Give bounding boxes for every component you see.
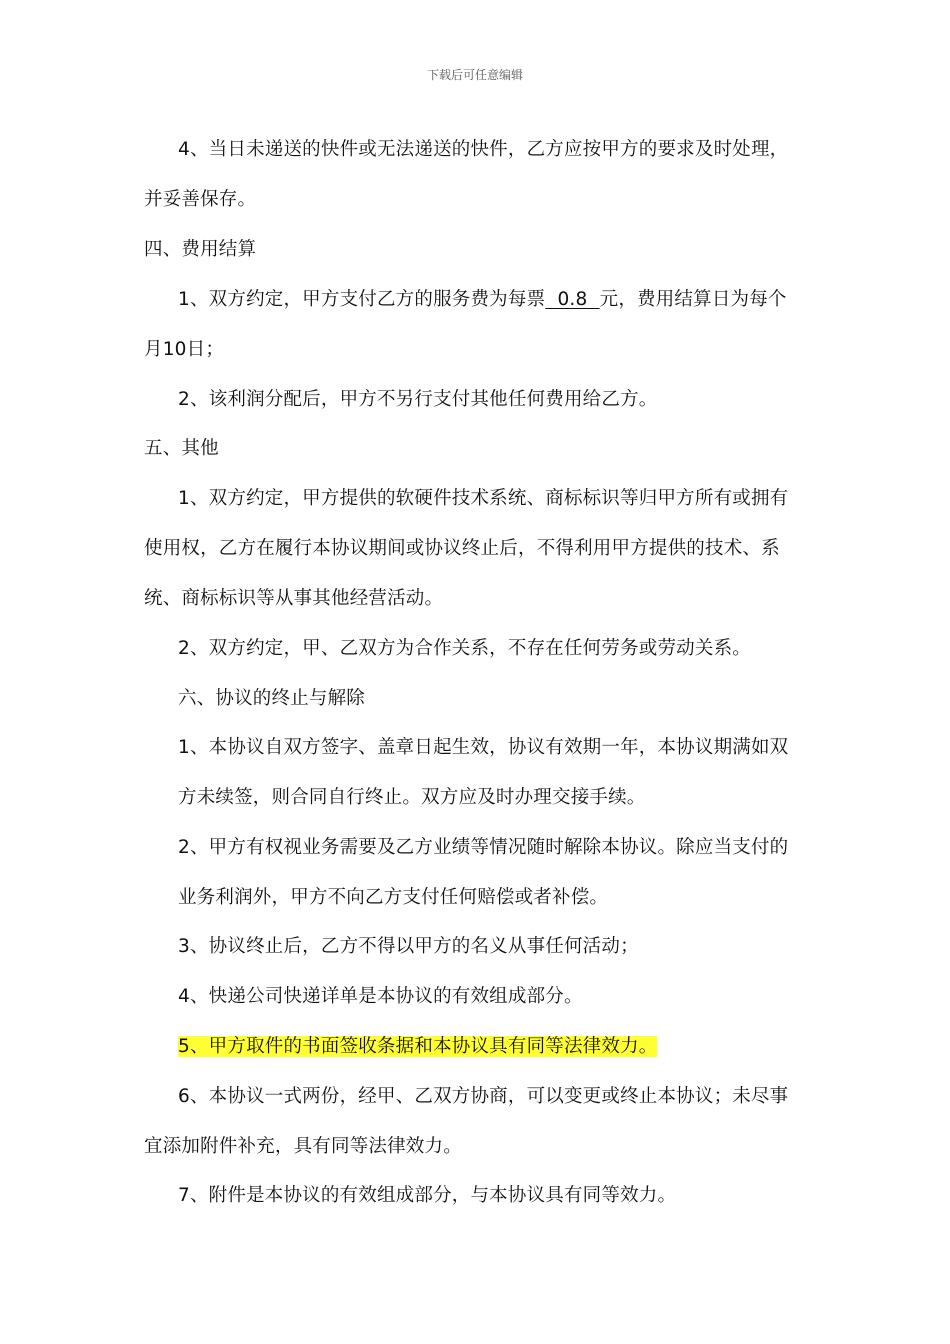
page-header: 下载后可任意编辑 — [426, 68, 523, 82]
fee-text-prefix: 1、双方约定，甲方支付乙方的服务费为每票 — [178, 289, 546, 310]
paragraph-line: 2、甲方有权视业务需要及乙方业绩等情况随时解除本协议。除应当支付的 — [178, 837, 789, 858]
paragraph-line: 4、快递公司快递详单是本协议的有效组成部分。 — [178, 986, 583, 1007]
section-heading: 四、费用结算 — [144, 239, 257, 260]
paragraph-line: 1、双方约定，甲方提供的软硬件技术系统、商标标识等归甲方所有或拥有 — [178, 488, 789, 509]
paragraph-line: 宜添加附件补充，具有同等法律效力。 — [144, 1136, 462, 1157]
paragraph-line: 4、当日未递送的快件或无法递送的快件，乙方应按甲方的要求及时处理， — [178, 139, 789, 160]
paragraph-line: 并妥善保存。 — [144, 189, 257, 210]
paragraph-line: 业务利润外，甲方不向乙方支付任何赔偿或者补偿。 — [178, 887, 609, 908]
paragraph-line: 2、双方约定，甲、乙双方为合作关系，不存在任何劳务或劳动关系。 — [178, 638, 751, 659]
paragraph-line: 方未续签，则合同自行终止。双方应及时办理交接手续。 — [178, 787, 646, 808]
section-heading: 六、协议的终止与解除 — [178, 688, 366, 709]
fee-amount: 0.8 — [545, 289, 600, 310]
paragraph-line: 3、协议终止后，乙方不得以甲方的名义从事任何活动； — [178, 936, 639, 957]
paragraph-line: 1、本协议自双方签字、盖章日起生效，协议有效期一年，本协议期满如双 — [178, 737, 789, 758]
paragraph-line: 6、本协议一式两份，经甲、乙双方协商，可以变更或终止本协议；未尽事 — [178, 1086, 789, 1107]
paragraph-line — [178, 287, 787, 313]
fee-text-suffix: 元，费用结算日为每个 — [599, 289, 787, 310]
highlighted-line — [178, 1034, 657, 1060]
paragraph-line: 7、附件是本协议的有效组成部分，与本协议具有同等效力。 — [178, 1185, 677, 1206]
highlighted-text: 5、甲方取件的书面签收条据和本协议具有同等法律效力。 — [178, 1036, 658, 1057]
paragraph-line: 统、商标标识等从事其他经营活动。 — [144, 588, 444, 609]
paragraph-line: 使用权，乙方在履行本协议期间或协议终止后，不得利用甲方提供的技术、系 — [144, 538, 780, 559]
paragraph-line: 月10日； — [144, 339, 225, 360]
section-heading: 五、其他 — [144, 438, 219, 459]
paragraph-line: 2、该利润分配后，甲方不另行支付其他任何费用给乙方。 — [178, 389, 658, 410]
